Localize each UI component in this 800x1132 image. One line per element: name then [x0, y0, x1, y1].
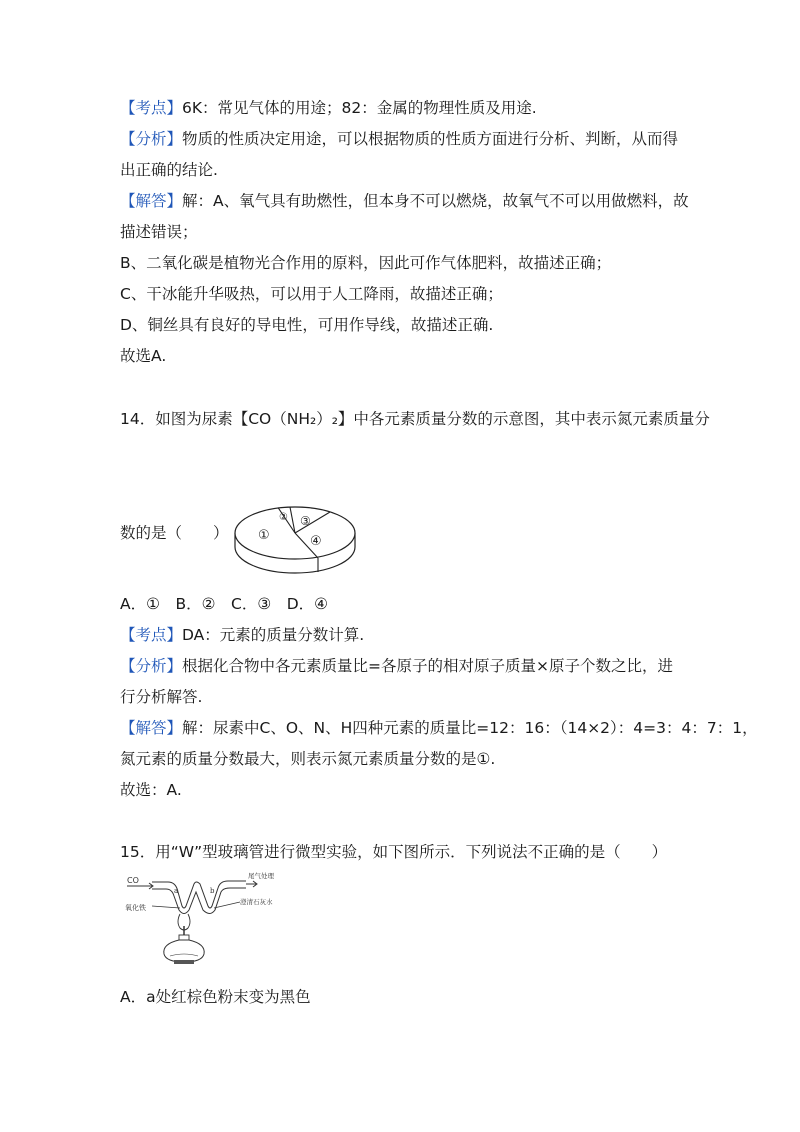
lamp-base — [174, 960, 194, 964]
q14-stem-line-2: 数的是（ ） — [120, 524, 229, 542]
label-a: a — [174, 887, 179, 895]
jieda-tag: 【解答】 — [120, 192, 183, 210]
pie-label-1: ① — [258, 528, 270, 543]
tail-gas-label: 尾气处理 — [248, 872, 274, 880]
fenxi-text: 物质的性质决定用途，可以根据物质的性质方面进行分析、判断，从而得 — [182, 130, 679, 148]
co-label: CO — [127, 876, 139, 885]
kaodian-tag: 【考点】 — [120, 99, 183, 117]
kaodian-tag: 【考点】 — [120, 626, 183, 644]
lamp-cap — [179, 935, 189, 940]
pie-label-3: ③ — [300, 514, 311, 528]
w-tube-inner — [152, 888, 246, 914]
limewater-pointer — [214, 902, 240, 908]
q14-fenxi-line — [120, 655, 673, 677]
pie-label-2: ② — [279, 512, 288, 523]
iron-oxide-pointer — [152, 906, 180, 908]
q14-kaodian-line — [120, 624, 364, 646]
q13-line-b: B、二氧化碳是植物光合作用的原料，因此可作气体肥料，故描述正确； — [120, 254, 612, 272]
fenxi-text: 根据化合物中各元素质量比=各原子的相对原子质量×原子个数之比，进 — [182, 657, 673, 675]
limewater-label: 澄清石灰水 — [240, 898, 273, 906]
q14-stem-line-1: 14．如图为尿素【CO（NH₂）₂】中各元素质量分数的示意图，其中表示氮元素质量分 — [120, 410, 710, 428]
q15-stem: 15．用“W”型玻璃管进行微型实验，如下图所示．下列说法不正确的是（ ） — [120, 843, 668, 861]
lamp-body — [164, 940, 204, 962]
q14-jieda-line-2: 氮元素的质量分数最大，则表示氮元素质量分数的是①. — [120, 750, 496, 768]
kaodian-text: 6K：常见气体的用途；82：金属的物理性质及用途. — [182, 99, 537, 117]
w-tube-apparatus-figure — [122, 870, 288, 968]
q14-options: A．① B．② C．③ D．④ — [120, 595, 329, 613]
fenxi-tag: 【分析】 — [120, 130, 183, 148]
jieda-text: 解：A、氧气具有助燃性，但本身不可以燃烧，故氧气不可以用做燃料，故 — [182, 192, 689, 210]
q13-fenxi-line — [120, 128, 678, 150]
label-b: b — [210, 887, 215, 895]
q13-kaodian-line — [120, 97, 537, 119]
q14-fenxi-line-2: 行分析解答. — [120, 688, 203, 706]
q14-jieda-line — [120, 717, 758, 739]
kaodian-text: DA：元素的质量分数计算. — [182, 626, 365, 644]
iron-oxide-label: 氧化铁 — [125, 904, 146, 912]
q13-answer: 故选A. — [120, 347, 167, 365]
jieda-text: 解：尿素中C、O、N、H四种元素的质量比=12：16：（14×2）：4=3：4：7：1， — [182, 719, 758, 737]
jieda-tag: 【解答】 — [120, 719, 183, 737]
fenxi-tag: 【分析】 — [120, 657, 183, 675]
q15-option-a: A．a处红棕色粉末变为黑色 — [120, 988, 311, 1006]
q13-line-d: D、铜丝具有良好的导电性，可用作导线，故描述正确. — [120, 316, 494, 334]
q13-line-c: C、干冰能升华吸热，可以用于人工降雨，故描述正确； — [120, 285, 503, 303]
pie-chart-figure — [232, 495, 358, 577]
pie-label-4: ④ — [310, 534, 322, 549]
q13-fenxi-line-2: 出正确的结论. — [120, 161, 218, 179]
q13-jieda-line-2: 描述错误； — [120, 223, 198, 241]
q13-jieda-line — [120, 190, 689, 212]
q14-answer: 故选：A. — [120, 781, 182, 799]
